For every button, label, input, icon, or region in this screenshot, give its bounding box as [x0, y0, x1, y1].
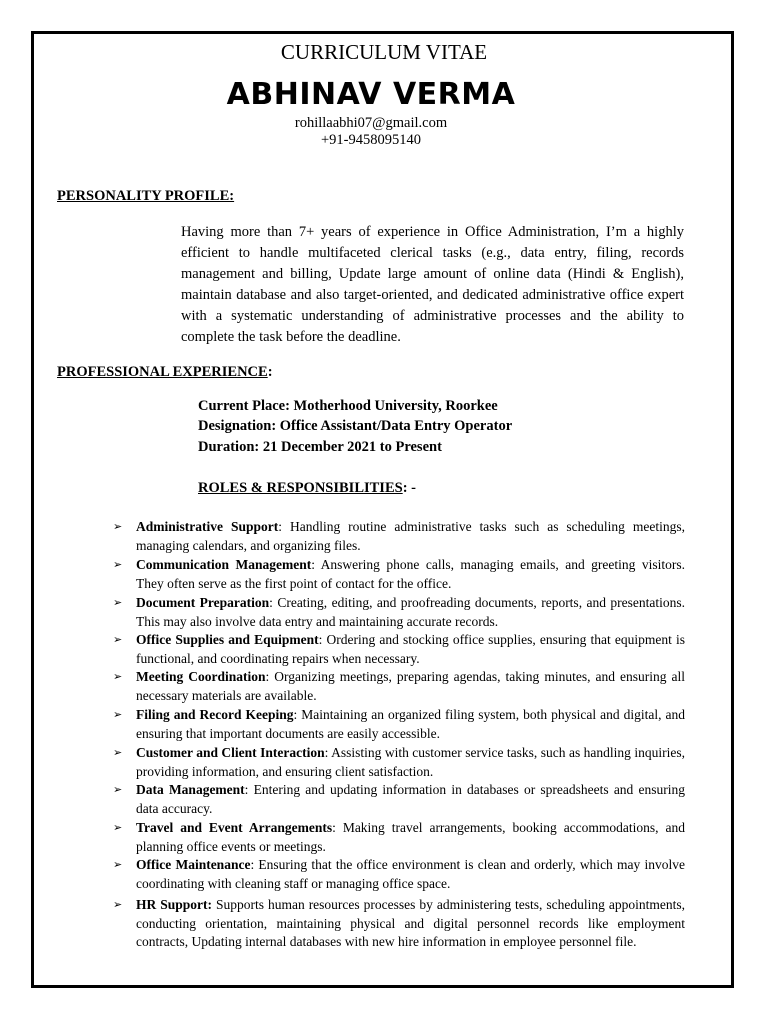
arrow-bullet-icon: ➢ [113, 821, 123, 834]
experience-heading-suffix: : [267, 364, 273, 380]
list-item-text: : Making travel arrangements, booking accommodations, and planning office events or meetings. [136, 820, 685, 854]
roles-heading-text: ROLES & RESPONSIBILITIES [198, 480, 403, 496]
list-item-text: : Maintaining an organized filing system, both physical and digital, and ensuring that important documents are easily accessible. [136, 707, 685, 741]
list-item [113, 594, 685, 631]
arrow-bullet-icon: ➢ [113, 670, 123, 683]
list-item [113, 896, 685, 952]
list-item-title: Meeting Coordination [136, 669, 266, 684]
arrow-bullet-icon: ➢ [113, 858, 123, 871]
list-item-text: : Ordering and stocking office supplies, ensuring that equipment is functional, and coordinating repairs when necessary. [136, 632, 685, 666]
profile-heading-text: PERSONALITY PROFILE: [57, 188, 235, 204]
list-item-text: Supports human resources processes by administering tests, scheduling appointments, conducting orientation, maintaining physical and digital personnel records like employment contracts, Updating internal databases with new hire information in employee personnel file. [136, 897, 685, 949]
list-item-text: : Ensuring that the office environment is clean and orderly, which may involve coordinating with cleaning staff or managing office space. [136, 857, 685, 891]
list-item [113, 856, 685, 893]
list-item [113, 631, 685, 668]
roles-heading [198, 478, 416, 498]
list-item [113, 518, 685, 555]
arrow-bullet-icon: ➢ [113, 898, 123, 911]
list-item-text: : Handling routine administrative tasks such as scheduling meetings, managing calendars, and organizing files. [136, 519, 685, 553]
list-item [113, 744, 685, 781]
list-item-title: Travel and Event Arrangements [136, 820, 333, 835]
email-address: rohillaabhi07@gmail.com [294, 115, 448, 131]
arrow-bullet-icon: ➢ [113, 520, 123, 533]
list-item-title: Office Supplies and Equipment [136, 632, 319, 647]
list-item [113, 819, 685, 856]
profile-heading [57, 187, 234, 205]
list-item [113, 706, 685, 743]
arrow-bullet-icon: ➢ [113, 708, 123, 721]
list-item-title: Communication Management [136, 557, 312, 572]
list-item [113, 668, 685, 705]
phone-number: +91-9458095140 [320, 132, 421, 148]
designation: Designation: Office Assistant/Data Entry Operator [198, 418, 513, 434]
arrow-bullet-icon: ➢ [113, 558, 123, 571]
document-title: CURRICULUM VITAE [280, 40, 488, 64]
profile-paragraph: Having more than 7+ years of experience in Office Administration, I’m a highly efficient to handle multifaceted clerical tasks (e.g., data entry, filing, records management and billing, Update large amount of online data (Hindi & English), maintain database and also target-oriented, and dedicated administrative office expert with a systematic understanding of administrative processes and the ability to complete the task before the deadline. [181, 224, 684, 345]
experience-heading-text: PROFESSIONAL EXPERIENCE [57, 364, 268, 380]
list-item [113, 781, 685, 818]
list-item-text: : Creating, editing, and proofreading documents, reports, and presentations. This may also involve data entry and maintaining accurate records. [136, 595, 685, 629]
list-item-title: Administrative Support [136, 519, 279, 534]
list-item-title: Customer and Client Interaction [136, 745, 325, 760]
list-item-title: Document Preparation [136, 595, 270, 610]
roles-heading-suffix: : - [402, 480, 416, 496]
list-item [113, 556, 685, 593]
list-item-text: : Organizing meetings, preparing agendas, taking minutes, and ensuring all necessary materials are available. [136, 669, 685, 703]
current-place: Current Place: Motherhood University, Roorkee [198, 398, 498, 414]
list-item-title: HR Support: [136, 897, 212, 912]
list-item-title: Office Maintenance [136, 857, 251, 872]
list-item-text: : Answering phone calls, managing emails, and greeting visitors. They often serve as the first point of contact for the office. [136, 557, 685, 591]
list-item-text: : Entering and updating information in databases or spreadsheets and ensuring data accuracy. [136, 782, 685, 816]
candidate-name: ABHINAV VERMA [226, 77, 516, 112]
arrow-bullet-icon: ➢ [113, 633, 123, 646]
arrow-bullet-icon: ➢ [113, 596, 123, 609]
list-item-text: : Assisting with customer service tasks, such as handling inquiries, providing information, and ensuring client satisfaction. [136, 745, 685, 779]
list-item-title: Data Management [136, 782, 245, 797]
list-item-title: Filing and Record Keeping [136, 707, 294, 722]
arrow-bullet-icon: ➢ [113, 746, 123, 759]
arrow-bullet-icon: ➢ [113, 783, 123, 796]
experience-heading [57, 363, 273, 381]
duration: Duration: 21 December 2021 to Present [198, 439, 442, 455]
